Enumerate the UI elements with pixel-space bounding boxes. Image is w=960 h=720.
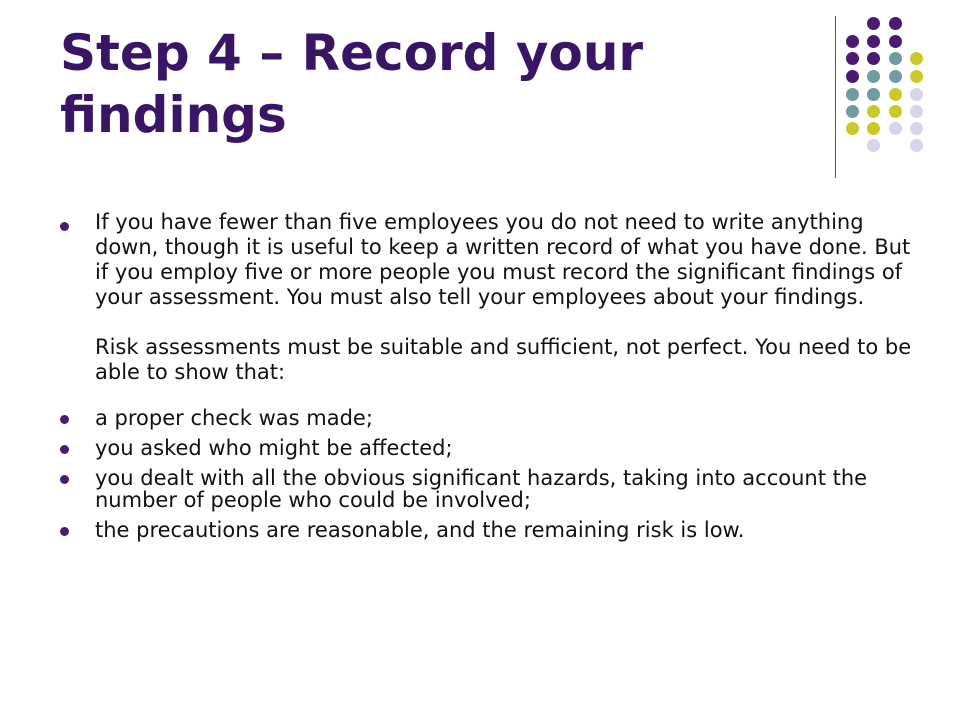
bullet-dot (60, 222, 69, 231)
list-item (58, 467, 918, 511)
decorative-dot (889, 88, 902, 101)
decorative-dot (867, 105, 880, 118)
decorative-dot (910, 52, 923, 65)
decorative-dot (910, 88, 923, 101)
bullet-dot (60, 527, 69, 536)
decorative-dot (867, 35, 880, 48)
decorative-dot (889, 35, 902, 48)
decorative-dot (846, 70, 859, 83)
list-item-text: you dealt with all the obvious significant hazards, taking into account the number of people who could be involved; (95, 466, 868, 512)
decorative-dot (889, 52, 902, 65)
bullet-dot (60, 415, 69, 424)
decorative-dot (867, 52, 880, 65)
decorative-dot (846, 35, 859, 48)
decorative-dot (910, 122, 923, 135)
intro-paragraph: If you have fewer than five employees you do not need to write anything down, though it is useful to keep a written record of what you have done. But if you employ five or more people you must record the significant findings of your assessment. You must also tell your employees about your findings. (95, 210, 911, 309)
bullet-dot (60, 475, 69, 484)
decorative-dot (867, 122, 880, 135)
list-item-text: the precautions are reasonable, and the remaining risk is low. (95, 518, 745, 542)
decorative-dot (867, 70, 880, 83)
decorative-dot (910, 70, 923, 83)
decorative-dot (889, 105, 902, 118)
title-divider-line (835, 16, 836, 178)
intro-bullet (58, 210, 918, 385)
slide-title: Step 4 – Record your findings (60, 24, 644, 144)
bullet-dot (60, 445, 69, 454)
list-item (58, 437, 918, 459)
decorative-dot (846, 88, 859, 101)
list-item (58, 407, 918, 429)
slide-body (58, 210, 918, 549)
intro-followup: Risk assessments must be suitable and sufficient, not perfect. You need to be able to show that: (95, 335, 912, 384)
decorative-dot (867, 88, 880, 101)
list-item-text: a proper check was made; (95, 406, 373, 430)
decorative-dot (889, 70, 902, 83)
decorative-dot (889, 122, 902, 135)
decorative-dot (910, 105, 923, 118)
decorative-dot (889, 17, 902, 30)
decorative-dot (846, 52, 859, 65)
decorative-dot (910, 139, 923, 152)
decorative-dot (846, 122, 859, 135)
list-item-text: you asked who might be affected; (95, 436, 453, 460)
decorative-dot (867, 17, 880, 30)
decorative-dot (846, 105, 859, 118)
decorative-dot (867, 139, 880, 152)
list-item (58, 519, 918, 541)
